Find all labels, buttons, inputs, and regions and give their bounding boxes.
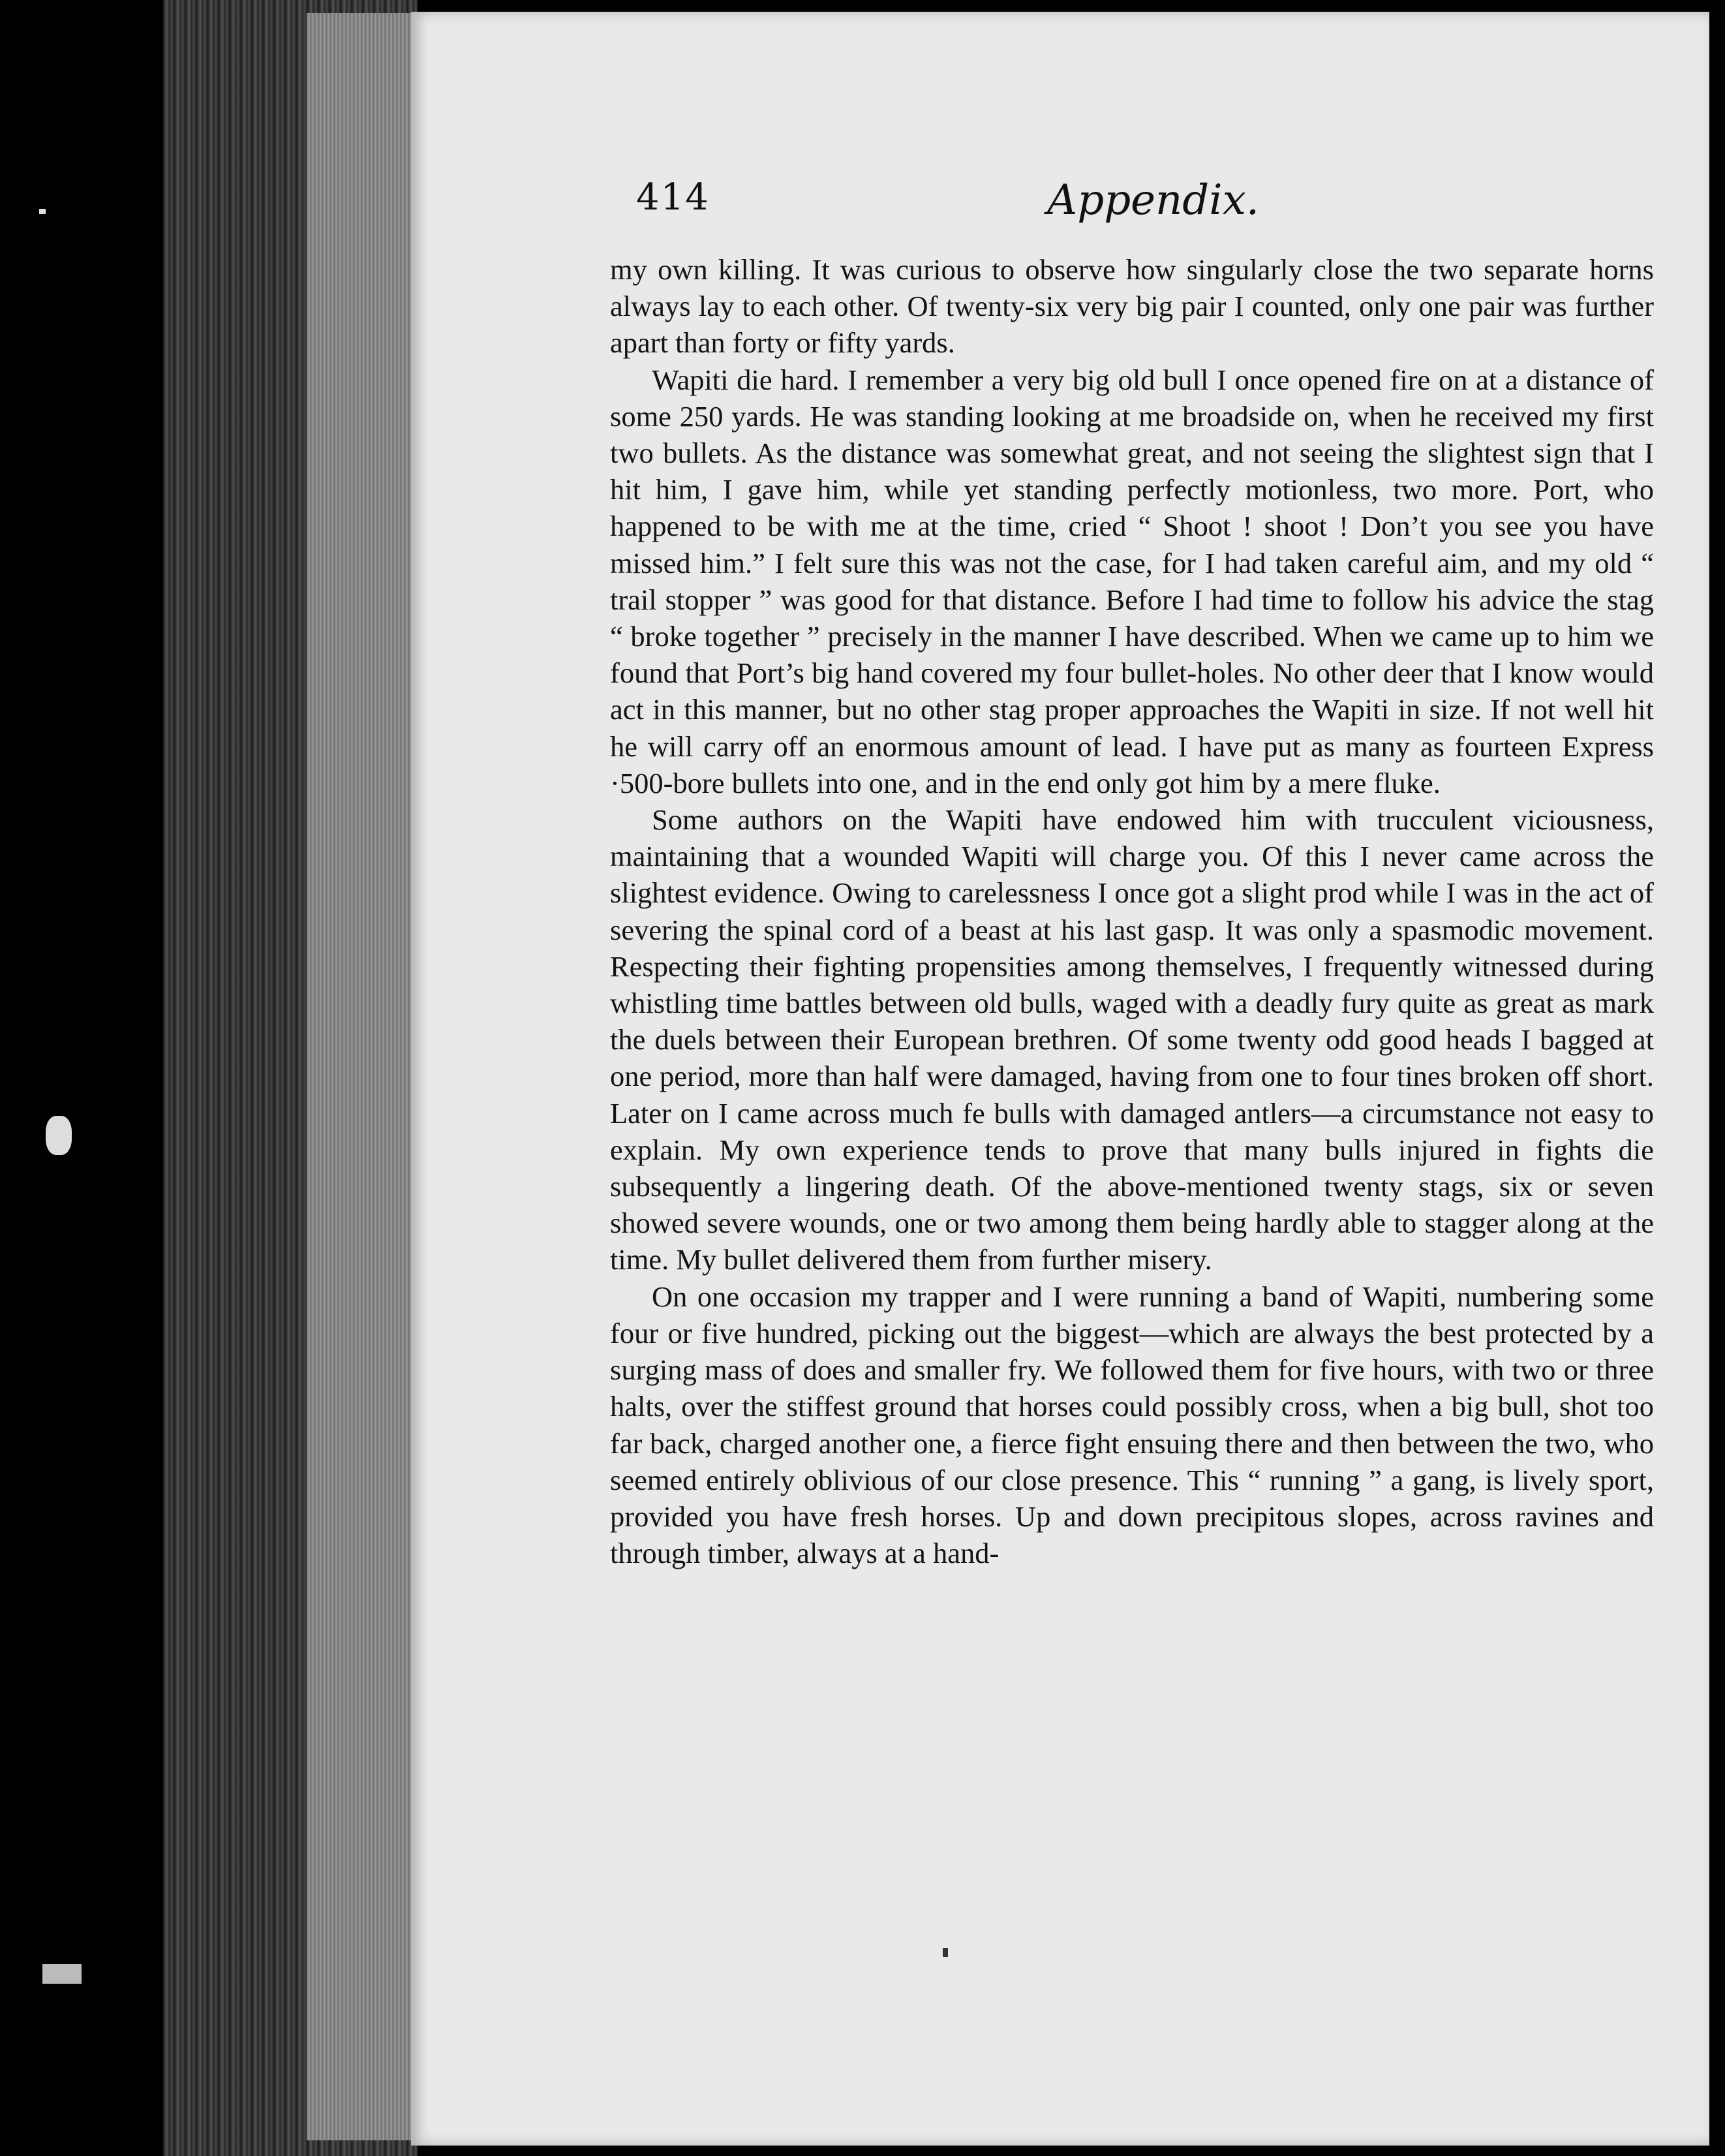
scan-speck — [42, 1964, 82, 1984]
paragraph-2: Wapiti die hard. I remember a very big old bull I once opened fire on at a distance of some 250 yards. He was standing looking at me broadside on, when he received my first two bullets. As the distance was somewhat great, and not seeing the slightest sign that I hit him, I gave him, while yet standing perfectly motionless, two more. Port, who happened to be with me at the time, cried “ Shoot ! shoot ! Don’t you see you have missed him.” I felt sure this was not the case, for I had taken careful aim, and my old “ trail stopper ” was good for that distance. Before I had time to follow his advice the stag “ broke together ” precisely in the manner I have described. When we came up to him we found that Port’s big hand covered my four bullet-holes. No other deer that I know would act in this manner, but no other stag proper approaches the Wapiti in size. If not well hit he will carry off an enormous amount of lead. I have put as many as fourteen Express ·500-bore bullets into one, and in the end only got him by a mere fluke. — [610, 363, 1654, 799]
paragraph-4: On one occasion my trapper and I were running a band of Wapiti, numbering some four or five hundred, picking out the biggest—which are always the best protected by a surging mass of does and smaller fry. We followed them for five hours, with two or three halts, over the stiffest ground that horses could possibly cross, when a big bull, shot too far back, charged another one, a fierce fight ensuing there and then between the two, who seemed entirely oblivious of our close presence. This “ running ” a gang, is lively sport, provided you have fresh horses. Up and down precipitous slopes, across ravines and through timber, always at a hand- — [610, 1280, 1654, 1570]
running-head: Appendix. — [1047, 176, 1260, 224]
scan-speck — [46, 1116, 72, 1155]
book-page-edges-inner — [307, 13, 411, 2140]
body-text — [610, 251, 1654, 1571]
scan-speck — [39, 209, 46, 214]
footer-mark — [943, 1948, 948, 1957]
page-header — [636, 176, 1289, 235]
paragraph-3: Some authors on the Wapiti have endowed him with trucculent viciousness, maintaining that a wounded Wapiti will charge you. Of this I never came across the slightest evidence. Owing to carelessness I once got a slight prod while I was in the act of severing the spinal cord of a beast at his last gasp. It was only a spasmodic movement. Respecting their fighting propensities among themselves, I frequently witnessed during whistling time battles between old bulls, waged with a deadly fury quite as great as mark the duels between their European brethren. Of some twenty odd good heads I bagged at one period, more than half were damaged, having from one to four tines broken off short. Later on I came across much fe bulls with damaged antlers—a circumstance not easy to explain. My own experience tends to prove that many bulls injured in fights die subsequently a lingering death. Of the above-mentioned twenty stags, six or seven showed severe wounds, one or two among them being hardly able to stagger along at the time. My bullet delivered them from further misery. — [610, 803, 1654, 1276]
page-number: 414 — [636, 176, 710, 219]
paragraph-1: my own killing. It was curious to observe how singularly close the two separate horns always lay to each other. Of twenty-six very big pair I counted, only one pair was further apart than forty or fifty yards. — [610, 253, 1654, 360]
